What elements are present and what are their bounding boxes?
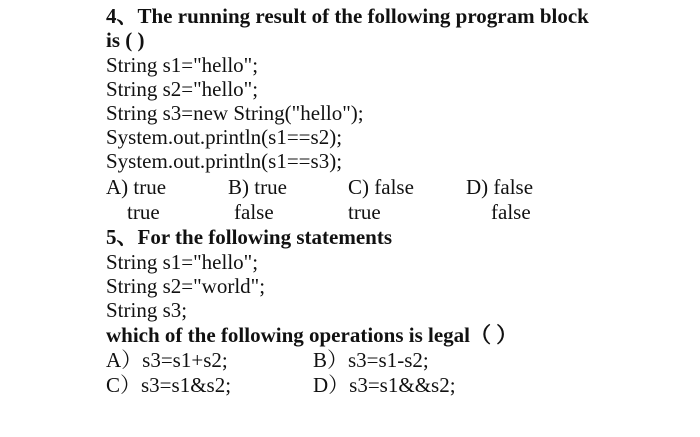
q4-option-b-second: false xyxy=(234,200,274,224)
q5-question: which of the following operations is legal（ ） xyxy=(106,323,518,347)
q4-option-d: D) false xyxy=(466,175,534,199)
q4-code-line: System.out.println(s1==s3); xyxy=(106,149,343,173)
q5-option-b: B）s3=s1-s2; xyxy=(313,348,429,372)
q4-code-line: String s3=new String("hello"); xyxy=(106,101,364,125)
q4-option-a: A) true xyxy=(106,175,167,199)
q5-title: 5、For the following statements xyxy=(106,225,392,249)
q5-option-c: C）s3=s1&s2; xyxy=(106,373,232,397)
q4-option-c: C) false xyxy=(348,175,414,199)
q5-option-d: D）s3=s1&&s2; xyxy=(313,373,456,397)
q4-code-line: String s2="hello"; xyxy=(106,77,259,101)
q5-option-a: A）s3=s1+s2; xyxy=(106,348,228,372)
q4-title-line1: 4、The running result of the following program block xyxy=(106,4,589,28)
q4-option-d-second: false xyxy=(491,200,531,224)
q4-option-c-second: true xyxy=(348,200,381,224)
q4-option-b: B) true xyxy=(228,175,287,199)
q4-title-line2: is ( ) xyxy=(106,28,145,52)
q4-code-line: System.out.println(s1==s2); xyxy=(106,125,343,149)
q4-code-line: String s1="hello"; xyxy=(106,53,259,77)
q5-code-line: String s1="hello"; xyxy=(106,250,259,274)
q5-code-line: String s3; xyxy=(106,298,188,322)
q5-code-line: String s2="world"; xyxy=(106,274,266,298)
q4-option-a-second: true xyxy=(127,200,160,224)
